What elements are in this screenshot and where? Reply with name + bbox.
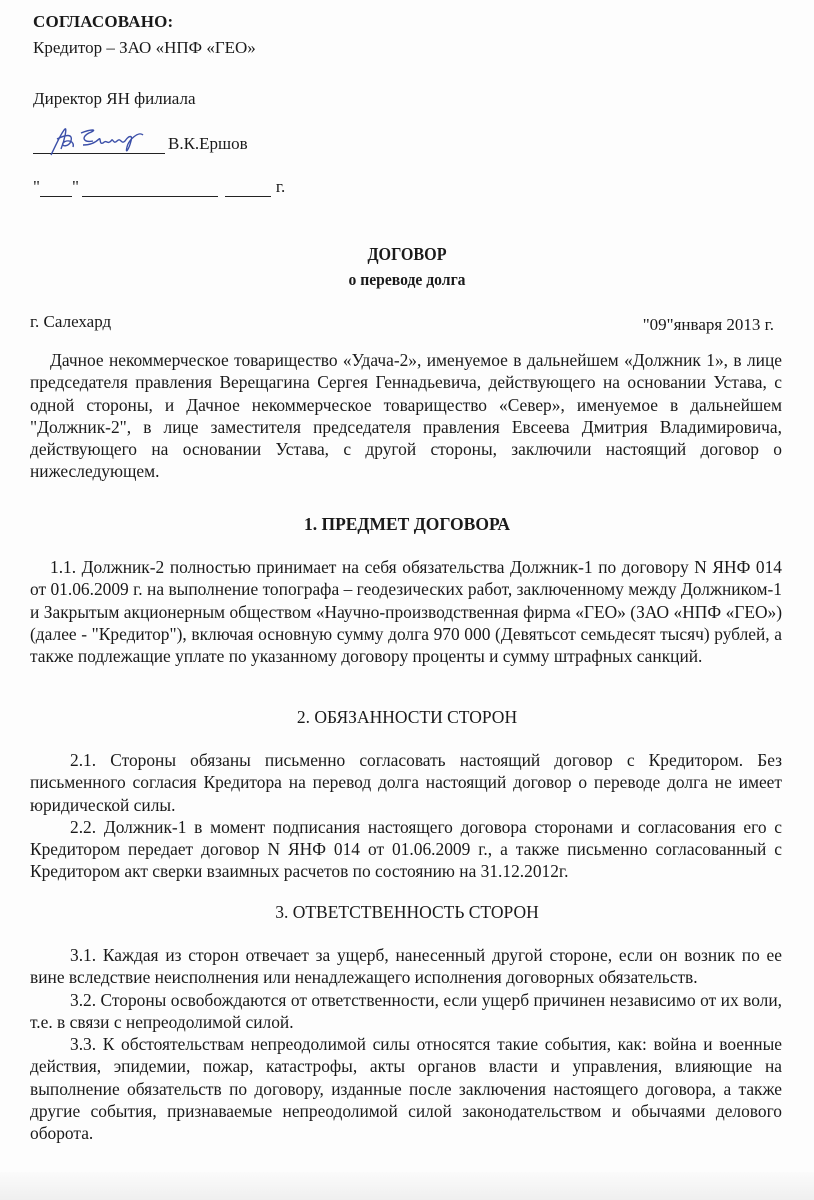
approval-creditor: Кредитор – ЗАО «НПФ «ГЕО» [33,38,256,57]
signature-row [33,133,248,154]
signatory-name: В.К.Ершов [168,134,248,153]
date-quote-close: " [71,177,79,196]
section-heading-obligations: 2. ОБЯЗАННОСТИ СТОРОН [296,707,518,727]
approval-date-row [33,177,285,197]
clause-1-1: 1.1. Должник-2 полностью принимает на себя обязательства Должник-1 по договору N ЯНФ 014 от 01.06.2009 г. на выполнение топографа – геодезических работ, заключенному между Должником-1 и Закрытым акционерным обществом «Научно-производственная фирма «ГЕО» (ЗАО «НПФ «ГЕО») (далее - "Кредитор"), включая основную сумму долга 970 000 (Девятьсот семьдесят тысяч) рублей, а также подлежащие уплате по указанному договору проценты и сумму штрафных санкций. [30,557,782,667]
year-blank [225,182,271,197]
section-obligations-body [30,749,782,883]
signature-line [33,133,165,154]
signature-icon [43,125,153,159]
document-subtitle: о переводе долга [348,270,466,289]
document-city: г. Салехард [30,312,112,331]
clause-3-1: 3.1. Каждая из сторон отвечает за ущерб, нанесенный другой стороне, если он возник по ее вине вследствие неисполнения или ненадлежащего исполнения договорных обязательств. [30,945,782,988]
section-heading-subject: 1. ПРЕДМЕТ ДОГОВОРА [303,514,511,534]
clause-2-2: 2.2. Должник-1 в момент подписания настоящего договора сторонами и согласования его с Кредитором передает договор N ЯНФ 014 от 01.06.2009 г., а также письменно согласованный с Кредитором акт сверки взаимных расчетов по состоянию на 31.12.2012г. [30,816,782,882]
clause-3-2: 3.2. Стороны освобождаются от ответственности, если ущерб причинен независимо от их воли, т.е. в связи с непреодолимой силой. [30,989,782,1032]
section-liability-body [30,944,782,1145]
document-date: "09"января 2013 г. [642,315,774,334]
document-title: ДОГОВОР [367,244,447,264]
scan-bottom-shade [0,1172,814,1200]
year-suffix: г. [275,177,286,196]
approval-title: СОГЛАСОВАНО: [33,12,174,31]
clause-2-1: 2.1. Стороны обязаны письменно согласовать настоящий договор с Кредитором. Без письменного согласия Кредитора на перевод долга настоящий договор о переводе долга не имеет юридической силы. [30,750,782,815]
clause-3-3: 3.3. К обстоятельствам непреодолимой силы относятся такие события, как: война и военные действия, эпидемии, пожар, катастрофы, акты органов власти и управления, влияющие на выполнение обязательств по договору, изданные после заключения настоящего договора, а также другие события, признаваемые непреодолимой силой законодательством и обычаями делового оборота. [30,1034,782,1144]
section-heading-liability: 3. ОТВЕТСТВЕННОСТЬ СТОРОН [275,902,539,922]
section-subject-body [30,556,782,667]
date-quote-open: " [33,177,40,196]
intro-paragraph [30,349,782,483]
intro-text: Дачное некоммерческое товарищество «Удача-2», именуемое в дальнейшем «Должник 1», в лице председателя правления Верещагина Сергея Геннадьевича, действующего на основании Устава, с одной стороны, и Дачное некоммерческое товарищество «Север», именуемое в дальнейшем "Должник-2", в лице заместителя председателя правления Евсеева Дмитрия Владимировича, действующего на основании Устава, с другой стороны, заключили настоящий договор о нижеследующем. [30,350,782,482]
approval-position: Директор ЯН филиала [33,89,196,108]
day-blank [40,182,72,197]
month-blank [82,182,218,197]
